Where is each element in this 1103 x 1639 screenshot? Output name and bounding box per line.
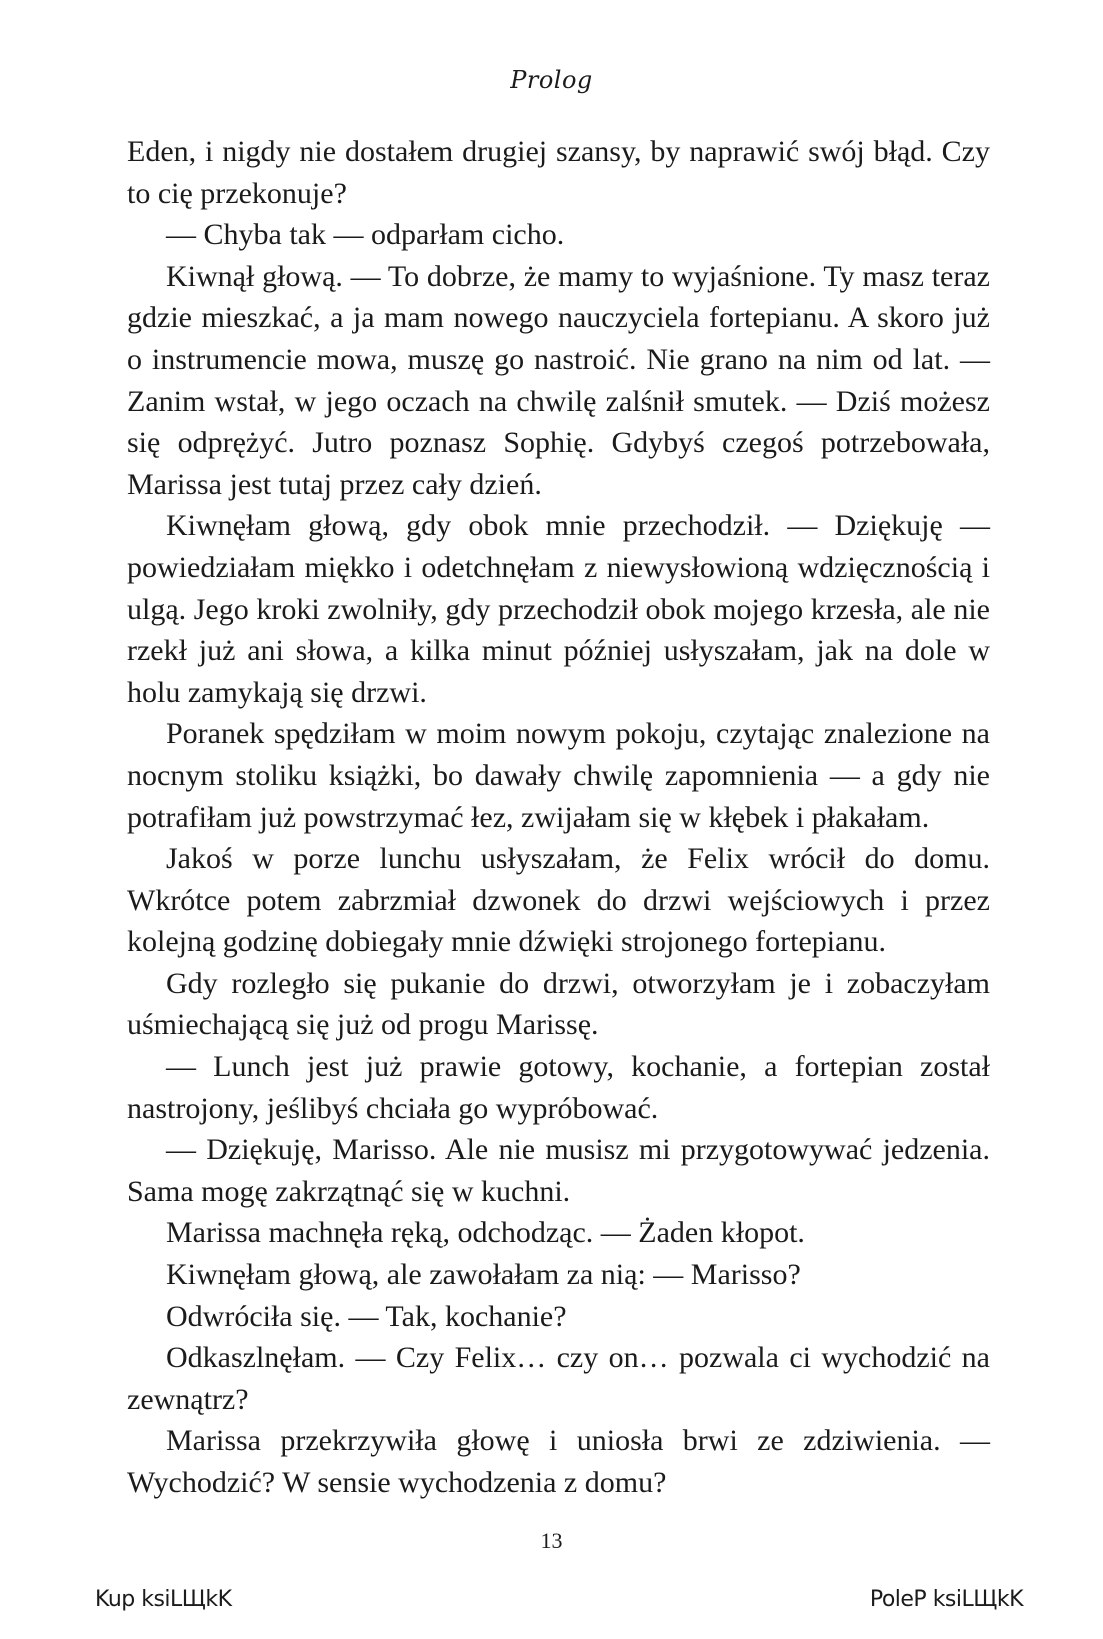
paragraph: Kiwnęłam głową, gdy obok mnie przechodził. — Dziękuję — powiedziałam miękko i odetchnęłam z niewysłowioną wdzięcznością i ulgą. Jego kroki zwolniły, gdy przechodził obok mojego krzesła, ale nie rzekł już ani słowa, a kilka minut później usłyszałam, jak na dole w holu zamykają się drzwi. <box>127 509 990 709</box>
paragraph: Gdy rozległo się pukanie do drzwi, otworzyłam je i zobaczyłam uśmiechającą się już od progu Marissę. <box>127 966 990 1042</box>
paragraph: Kiwnęłam głową, ale zawołałam za nią: — Marisso? <box>166 1258 801 1292</box>
buy-book-link[interactable]: Kup ksiLЩkK <box>95 1587 232 1612</box>
paragraph: Jakoś w porze lunchu usłyszałam, że Felix wrócił do domu. Wkrótce potem zabrzmiał dzwonek do drzwi wejściowych i przez kolejną godzinę dobiegały mnie dźwięki strojonego fortepianu. <box>127 842 990 959</box>
paragraph: Kiwnął głową. — To dobrze, że mamy to wyjaśnione. Ty masz teraz gdzie mieszkać, a ja mam nowego nauczyciela fortepianu. A skoro już o instrumencie mowa, muszę go nastroić. Nie grano na nim od lat. — Zanim wstał, w jego oczach na chwilę zalśnił smutek. — Dziś możesz się odprężyć. Jutro poznasz Sophię. Gdybyś czegoś potrzebowała, Marissa jest tutaj przez cały dzień. <box>127 259 990 501</box>
paragraph: Marissa machnęła ręką, odchodząc. — Żaden kłopot. <box>166 1216 805 1250</box>
running-head: Prolog <box>510 66 593 94</box>
paragraph: Odwróciła się. — Tak, kochanie? <box>166 1299 567 1333</box>
paragraph: — Chyba tak — odparłam cicho. <box>166 218 565 252</box>
paragraph: — Lunch jest już prawie gotowy, kochanie, a fortepian został nastrojony, jeślibyś chciała go wypróbować. <box>127 1050 990 1125</box>
paragraph: Marissa przekrzywiła głowę i uniosła brwi ze zdziwienia. — Wychodzić? W sensie wychodzenia z domu? <box>127 1424 990 1499</box>
paragraph: Eden, i nigdy nie dostałem drugiej szansy, by naprawić swój błąd. Czy to cię przekonuje? <box>127 135 990 210</box>
recommend-book-link[interactable]: PoleP ksiLЩkK <box>869 1587 1023 1612</box>
page-number: 13 <box>540 1528 563 1553</box>
body-text <box>127 131 990 1504</box>
paragraph: — Dziękuję, Marisso. Ale nie musisz mi przygotowywać jedzenia. Sama mogę zakrzątnąć się w kuchni. <box>127 1133 990 1208</box>
paragraph: Odkaszlnęłam. — Czy Felix… czy on… pozwala ci wychodzić na zewnątrz? <box>127 1341 990 1416</box>
paragraph: Poranek spędziłam w moim nowym pokoju, czytając znalezione na nocnym stoliku książki, bo dawały chwilę zapomnienia — a gdy nie potrafiłam już powstrzymać łez, zwijałam się w kłębek i płakałam. <box>127 717 990 834</box>
